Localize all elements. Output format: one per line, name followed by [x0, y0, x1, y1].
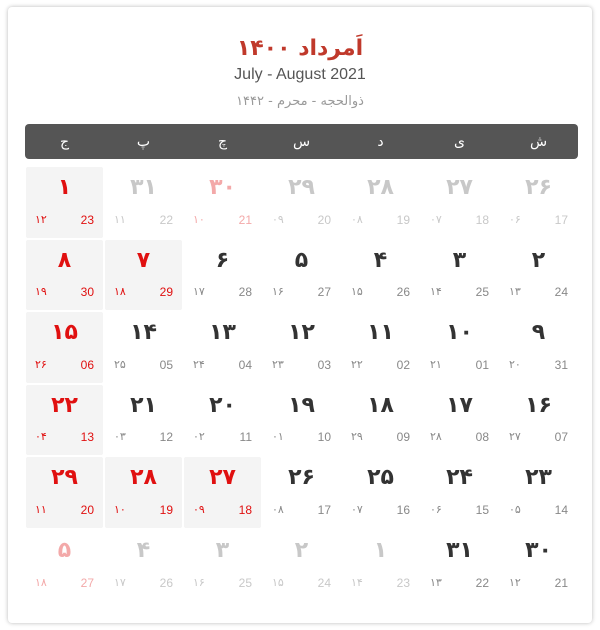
day-secondary-dates	[263, 503, 340, 517]
gregorian-date: 13	[80, 430, 94, 445]
day-number: ۱۴	[130, 320, 157, 346]
day-number: ۲۲	[51, 392, 78, 418]
hijri-date: ۱۲	[509, 575, 521, 589]
hijri-date: ۱۴	[430, 285, 442, 299]
day-cell[interactable]	[184, 240, 261, 311]
day-cell[interactable]	[500, 240, 577, 311]
gregorian-date: 03	[317, 357, 331, 372]
day-cell[interactable]	[26, 385, 103, 456]
weekday-label: ی	[454, 133, 465, 150]
gregorian-date: 27	[80, 575, 94, 590]
hijri-date: ۲۳	[272, 357, 284, 371]
gregorian-date: 22	[159, 212, 173, 227]
hijri-date: ۱۹	[35, 285, 47, 299]
day-number: ۹	[531, 320, 546, 346]
gregorian-date: 05	[159, 357, 173, 372]
day-cell[interactable]	[342, 167, 419, 238]
gregorian-date: 17	[317, 502, 331, 517]
day-cell[interactable]	[105, 530, 182, 601]
gregorian-date: 27	[317, 285, 331, 300]
day-number: ۲۵	[367, 465, 394, 491]
day-number: ۱۷	[446, 392, 473, 418]
day-number: ۳۰	[525, 537, 552, 563]
day-secondary-dates	[263, 576, 340, 590]
hijri-date: ۰۹	[193, 502, 205, 516]
day-secondary-dates	[184, 430, 261, 444]
hijri-date: ۰۶	[430, 502, 442, 516]
weekday-label: ش	[529, 133, 548, 150]
day-cell[interactable]	[500, 457, 577, 528]
hijri-date: ۲۶	[35, 357, 47, 371]
gregorian-date: 23	[80, 212, 94, 227]
weekday-label: پ	[136, 133, 151, 150]
hijri-date: ۰۷	[430, 212, 442, 226]
day-number: ۸	[57, 247, 72, 273]
day-number: ۲۸	[130, 465, 157, 491]
day-cell[interactable]	[263, 312, 340, 383]
day-secondary-dates	[26, 576, 103, 590]
day-cell[interactable]	[263, 530, 340, 601]
hijri-date: ۱۸	[114, 285, 126, 299]
gregorian-date: 24	[554, 285, 568, 300]
day-secondary-dates	[500, 285, 577, 299]
gregorian-date: 31	[554, 357, 568, 372]
day-number: ۲۰	[209, 392, 236, 418]
hijri-date: ۱۶	[193, 575, 205, 589]
hijri-date: ۱۴	[351, 575, 363, 589]
day-secondary-dates	[421, 576, 498, 590]
day-cell[interactable]	[421, 530, 498, 601]
day-secondary-dates	[500, 503, 577, 517]
day-cell[interactable]	[184, 530, 261, 601]
day-secondary-dates	[184, 358, 261, 372]
gregorian-date: 26	[159, 575, 173, 590]
hijri-date: ۰۱	[272, 430, 284, 444]
day-cell[interactable]	[500, 312, 577, 383]
day-cell[interactable]	[421, 312, 498, 383]
gregorian-date: 09	[396, 430, 410, 445]
day-cell[interactable]	[421, 240, 498, 311]
gregorian-date: 30	[80, 285, 94, 300]
day-cell[interactable]	[342, 312, 419, 383]
gregorian-months: July - August 2021	[234, 66, 366, 83]
hijri-date: ۱۳	[509, 285, 521, 299]
day-number: ۲۶	[525, 175, 552, 200]
day-cell[interactable]	[105, 385, 182, 456]
gregorian-date: 14	[554, 502, 568, 517]
gregorian-date: 07	[554, 430, 568, 445]
day-cell[interactable]	[105, 312, 182, 383]
day-secondary-dates	[342, 430, 419, 444]
day-number: ۳۰	[209, 175, 236, 200]
day-secondary-dates	[105, 285, 182, 299]
hijri-date: ۲۸	[430, 430, 442, 444]
day-number: ۱۹	[288, 392, 315, 418]
day-secondary-dates	[26, 358, 103, 372]
day-cell[interactable]	[342, 240, 419, 311]
gregorian-date: 25	[475, 285, 489, 300]
hijri-date: ۲۱	[430, 357, 442, 371]
gregorian-date: 20	[80, 502, 94, 517]
day-secondary-dates	[421, 213, 498, 227]
hijri-months: ذوالحجه - محرم - ۱۴۴۲	[236, 94, 364, 109]
day-secondary-dates	[105, 213, 182, 227]
day-secondary-dates	[342, 503, 419, 517]
hijri-date: ۱۶	[272, 285, 284, 299]
day-secondary-dates	[105, 503, 182, 517]
hijri-date: ۱۱	[35, 502, 47, 516]
day-cell[interactable]	[184, 312, 261, 383]
day-secondary-dates	[184, 285, 261, 299]
hijri-date: ۱۷	[114, 575, 126, 589]
gregorian-date: 06	[80, 357, 94, 372]
hijri-date: ۱۵	[351, 285, 363, 299]
day-number: ۲	[531, 247, 546, 273]
day-cell[interactable]	[263, 385, 340, 456]
day-cell[interactable]	[26, 167, 103, 238]
day-cell[interactable]	[263, 457, 340, 528]
gregorian-date: 10	[317, 430, 331, 445]
day-secondary-dates	[421, 430, 498, 444]
gregorian-date: 25	[238, 575, 252, 590]
gregorian-date: 19	[159, 502, 173, 517]
day-number: ۲۳	[525, 465, 552, 491]
day-number: ۴	[373, 247, 388, 273]
weekday-label: س	[292, 133, 311, 150]
gregorian-date: 12	[159, 430, 173, 445]
day-secondary-dates	[105, 430, 182, 444]
day-secondary-dates	[500, 576, 577, 590]
day-secondary-dates	[500, 213, 577, 227]
day-cell[interactable]	[26, 457, 103, 528]
hijri-date: ۰۶	[509, 212, 521, 226]
day-cell[interactable]	[105, 167, 182, 238]
day-secondary-dates	[105, 358, 182, 372]
day-secondary-dates	[26, 213, 103, 227]
hijri-date: ۱۰	[193, 212, 205, 226]
hijri-date: ۰۲	[193, 430, 205, 444]
gregorian-date: 19	[396, 212, 410, 227]
gregorian-date: 04	[238, 357, 252, 372]
day-secondary-dates	[184, 503, 261, 517]
hijri-date: ۱۵	[272, 575, 284, 589]
weekday-label: چ	[217, 133, 228, 150]
hijri-date: ۰۸	[351, 212, 363, 226]
calendar-grid	[25, 166, 578, 602]
gregorian-date: 21	[554, 575, 568, 590]
day-number: ۲۷	[446, 175, 473, 200]
hijri-date: ۲۴	[193, 357, 205, 371]
day-cell[interactable]	[342, 457, 419, 528]
day-number: ۲	[294, 537, 309, 563]
day-secondary-dates	[263, 285, 340, 299]
gregorian-date: 11	[239, 430, 252, 445]
day-secondary-dates	[26, 285, 103, 299]
day-number: ۲۹	[288, 175, 315, 200]
day-number: ۲۱	[130, 392, 157, 418]
day-secondary-dates	[26, 430, 103, 444]
gregorian-date: 15	[475, 502, 489, 517]
hijri-date: ۰۳	[114, 430, 126, 444]
gregorian-date: 22	[475, 575, 489, 590]
day-number: ۳	[452, 247, 467, 273]
gregorian-date: 18	[475, 212, 489, 227]
hijri-date: ۰۸	[272, 502, 284, 516]
gregorian-date: 20	[317, 212, 331, 227]
day-secondary-dates	[105, 576, 182, 590]
day-cell[interactable]	[263, 167, 340, 238]
day-secondary-dates	[342, 285, 419, 299]
weekday-label: ج	[59, 133, 70, 150]
day-number: ۲۸	[367, 175, 394, 200]
day-number: ۱	[373, 537, 388, 563]
day-cell[interactable]	[184, 385, 261, 456]
hijri-date: ۲۲	[351, 357, 363, 371]
gregorian-date: 26	[396, 285, 410, 300]
day-cell[interactable]	[105, 240, 182, 311]
gregorian-date: 18	[238, 502, 252, 517]
day-secondary-dates	[26, 503, 103, 517]
day-number: ۳	[215, 537, 230, 563]
hijri-date: ۲۹	[351, 430, 363, 444]
gregorian-date: 01	[475, 357, 489, 372]
day-cell[interactable]	[421, 167, 498, 238]
day-secondary-dates	[500, 358, 577, 372]
hijri-date: ۲۵	[114, 357, 126, 371]
weekday-header	[25, 124, 578, 159]
day-secondary-dates	[184, 213, 261, 227]
day-number: ۵	[57, 537, 72, 563]
day-secondary-dates	[421, 285, 498, 299]
day-secondary-dates	[421, 503, 498, 517]
day-number: ۷	[136, 247, 151, 273]
day-number: ۲۹	[51, 465, 78, 491]
hijri-date: ۰۹	[272, 212, 284, 226]
day-secondary-dates	[263, 213, 340, 227]
gregorian-date: 21	[238, 212, 252, 227]
hijri-date: ۱۷	[193, 285, 205, 299]
gregorian-date: 24	[317, 575, 331, 590]
day-cell[interactable]	[105, 457, 182, 528]
day-secondary-dates	[263, 358, 340, 372]
day-number: ۳۱	[446, 537, 473, 563]
day-cell[interactable]	[26, 312, 103, 383]
gregorian-date: 08	[475, 430, 489, 445]
gregorian-date: 02	[396, 357, 410, 372]
hijri-date: ۱۲	[35, 212, 47, 226]
day-secondary-dates	[500, 430, 577, 444]
day-number: ۲۷	[209, 465, 236, 491]
day-number: ۳۱	[130, 175, 157, 200]
hijri-date: ۱۸	[35, 575, 47, 589]
day-number: ۱۸	[367, 392, 394, 418]
day-cell[interactable]	[342, 385, 419, 456]
day-cell[interactable]	[500, 530, 577, 601]
day-cell[interactable]	[500, 167, 577, 238]
day-cell[interactable]	[26, 530, 103, 601]
day-secondary-dates	[184, 576, 261, 590]
day-cell[interactable]	[421, 457, 498, 528]
hijri-date: ۰۴	[35, 430, 47, 444]
day-cell[interactable]	[184, 457, 261, 528]
day-number: ۲۴	[446, 465, 473, 491]
day-number: ۱۶	[525, 392, 552, 418]
hijri-date: ۲۷	[509, 430, 521, 444]
day-number: ۵	[294, 247, 309, 273]
day-number: ۶	[215, 247, 230, 273]
hijri-date: ۲۰	[509, 357, 521, 371]
hijri-date: ۰۵	[509, 502, 521, 516]
hijri-date: ۱۰	[114, 502, 126, 516]
day-secondary-dates	[342, 358, 419, 372]
gregorian-date: 23	[396, 575, 410, 590]
day-cell[interactable]	[500, 385, 577, 456]
day-number: ۱	[57, 175, 72, 200]
day-cell[interactable]	[26, 240, 103, 311]
gregorian-date: 29	[159, 285, 173, 300]
day-number: ۱۱	[367, 320, 394, 346]
day-cell[interactable]	[263, 240, 340, 311]
day-cell[interactable]	[342, 530, 419, 601]
day-secondary-dates	[342, 576, 419, 590]
gregorian-date: 16	[396, 502, 410, 517]
day-number: ۱۲	[288, 320, 315, 346]
month-title: اَمرداد ۱۴۰۰	[236, 36, 364, 61]
day-cell[interactable]	[184, 167, 261, 238]
gregorian-date: 17	[554, 212, 568, 227]
day-cell[interactable]	[421, 385, 498, 456]
hijri-date: ۱۳	[430, 575, 442, 589]
day-secondary-dates	[342, 213, 419, 227]
weekday-label: د	[377, 133, 384, 150]
day-number: ۱۰	[446, 320, 473, 346]
day-number: ۲۶	[288, 465, 315, 491]
gregorian-date: 28	[238, 285, 252, 300]
hijri-date: ۰۷	[351, 502, 363, 516]
day-number: ۱۵	[51, 320, 78, 346]
day-number: ۱۳	[209, 320, 236, 346]
day-secondary-dates	[263, 430, 340, 444]
hijri-date: ۱۱	[114, 212, 126, 226]
day-secondary-dates	[421, 358, 498, 372]
day-number: ۴	[136, 537, 151, 563]
